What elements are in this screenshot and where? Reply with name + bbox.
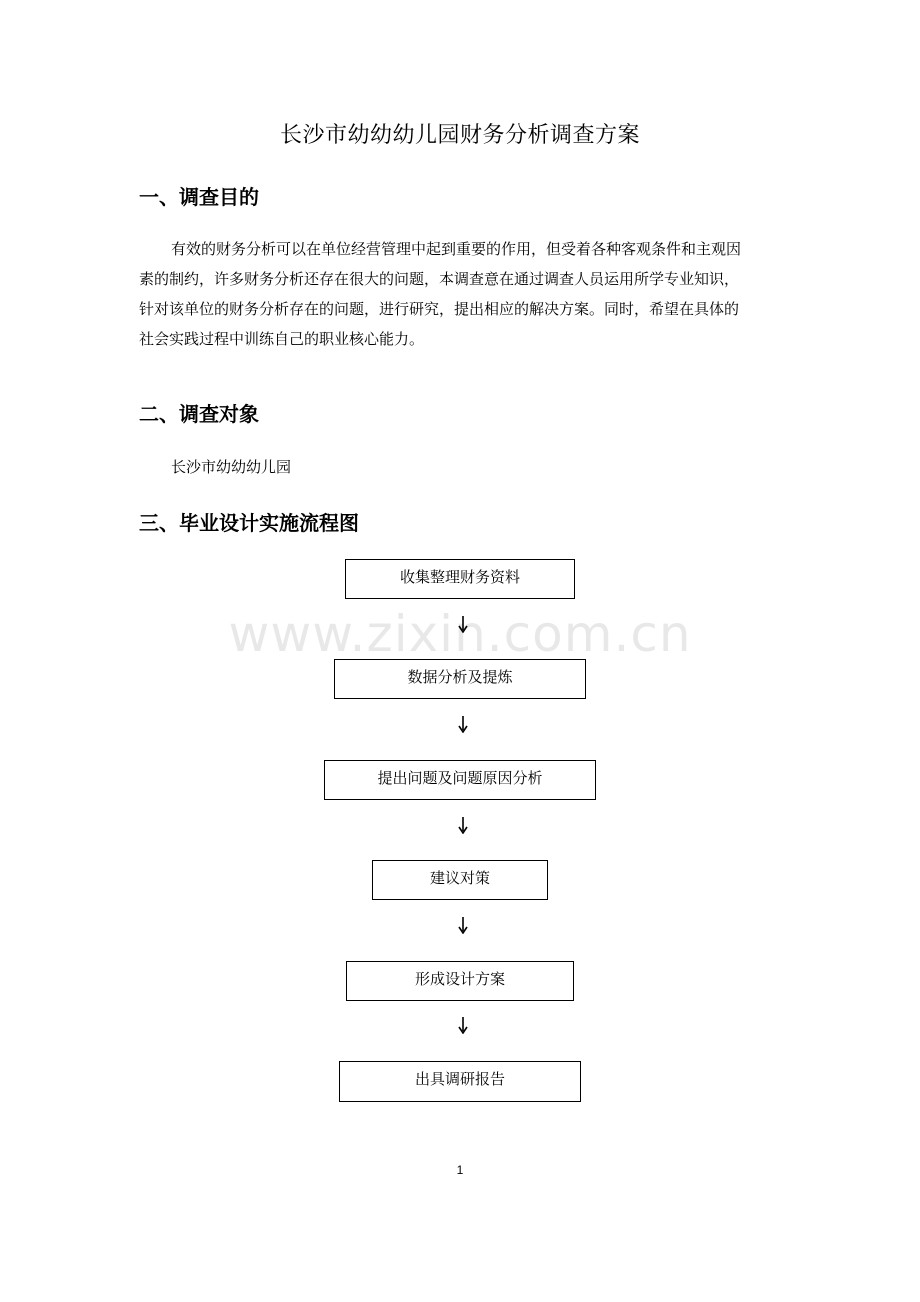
flow-step-box: 建议对策: [372, 860, 548, 900]
flow-step-box: 形成设计方案: [346, 961, 574, 1001]
flow-step-box: 提出问题及问题原因分析: [324, 760, 596, 800]
section-heading-flowchart: 三、毕业设计实施流程图: [139, 511, 359, 535]
paragraph-line: 社会实践过程中训练自己的职业核心能力。: [139, 330, 425, 348]
purpose-paragraph: [139, 234, 789, 354]
paragraph-line: 有效的财务分析可以在单位经营管理中起到重要的作用，但受着各种客观条件和主观因: [171, 240, 742, 258]
paragraph-line: 素的制约，许多财务分析还存在很大的问题，本调查意在通过调查人员运用所学专业知识，: [139, 270, 740, 288]
down-arrow-icon: [456, 615, 470, 633]
flow-step-box: 出具调研报告: [339, 1061, 581, 1102]
section-heading-subject: 二、调查对象: [139, 402, 259, 426]
flow-step-box: 收集整理财务资料: [345, 559, 575, 599]
section-heading-purpose: 一、调查目的: [139, 185, 259, 209]
down-arrow-icon: [456, 816, 470, 834]
subject-text: 长沙市幼幼幼儿园: [171, 458, 292, 476]
down-arrow-icon: [456, 916, 470, 934]
paragraph-line: 针对该单位的财务分析存在的问题，进行研究，提出相应的解决方案。同时，希望在具体的: [139, 300, 740, 318]
watermark: www.zixin.com.cn: [228, 605, 692, 663]
down-arrow-icon: [456, 1016, 470, 1034]
flow-step-box: 数据分析及提炼: [334, 659, 586, 699]
document-title: 长沙市幼幼幼儿园财务分析调查方案: [279, 123, 640, 148]
page-number: 1: [456, 1163, 464, 1177]
down-arrow-icon: [456, 715, 470, 733]
